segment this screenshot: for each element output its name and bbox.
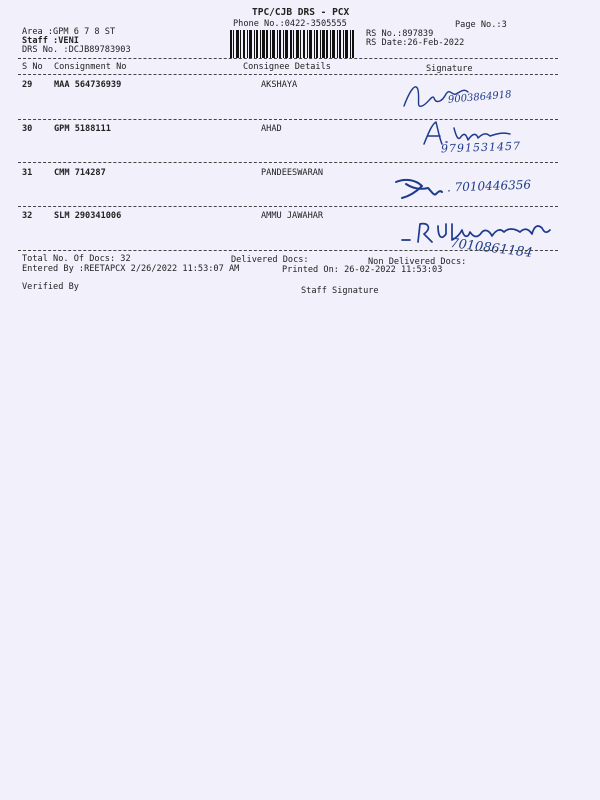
page-number: Page No.:3 (455, 20, 507, 30)
barcode-image (230, 30, 354, 58)
column-header-consignee: Consignee Details (243, 62, 331, 72)
divider (18, 206, 558, 207)
document-title: TPC/CJB DRS - PCX (252, 7, 350, 18)
row-consignee: AHAD (261, 124, 282, 134)
row-sno: 32 (22, 211, 33, 221)
divider (18, 162, 558, 163)
row-consignment: MAA 564736939 (54, 80, 122, 90)
row-consignee: PANDEESWARAN (261, 168, 324, 178)
signature-phone: 9003864918 (447, 89, 512, 106)
row-sno: 30 (22, 124, 33, 134)
signature-phone: 9791531457 (440, 139, 522, 156)
row-consignment: SLM 290341006 (54, 211, 122, 221)
divider (18, 58, 558, 59)
entered-by: Entered By :REETAPCX 2/26/2022 11:53:07 AM (22, 264, 240, 274)
total-docs: Total No. Of Docs: 32 (22, 254, 131, 264)
divider (18, 250, 558, 251)
non-delivered-docs: Non Delivered Docs: (368, 257, 467, 267)
rs-date: RS Date:26-Feb-2022 (366, 38, 465, 48)
signature-phone: . 7010446356 (446, 177, 532, 195)
column-header-consignment: Consignment No (54, 62, 127, 72)
staff-label: Staff :VENI (22, 36, 79, 46)
row-sno: 31 (22, 168, 33, 178)
staff-signature-label: Staff Signature (301, 286, 379, 296)
row-sno: 29 (22, 80, 33, 90)
verified-by: Verified By (22, 282, 79, 292)
delivered-docs: Delivered Docs: (231, 255, 309, 265)
row-consignment: GPM 5188111 (54, 124, 111, 134)
column-header-sno: S No (22, 62, 43, 72)
row-consignee: AMMU JAWAHAR (261, 211, 324, 221)
area-label: Area :GPM 6 7 8 ST (22, 27, 116, 37)
signature-phone: 7010861184 (449, 236, 534, 261)
printed-on: Printed On: 26-02-2022 11:53:03 (282, 265, 443, 275)
rs-number: RS No.:897839 (366, 29, 434, 39)
column-header-signature: Signature (426, 64, 473, 74)
divider (18, 74, 558, 75)
handwritten-signature (392, 174, 452, 208)
phone-number: Phone No.:0422-3505555 (233, 19, 347, 29)
row-consignment: CMM 714287 (54, 168, 106, 178)
drs-number: DRS No. :DCJB89783903 (22, 45, 131, 55)
row-consignee: AKSHAYA (261, 80, 298, 90)
